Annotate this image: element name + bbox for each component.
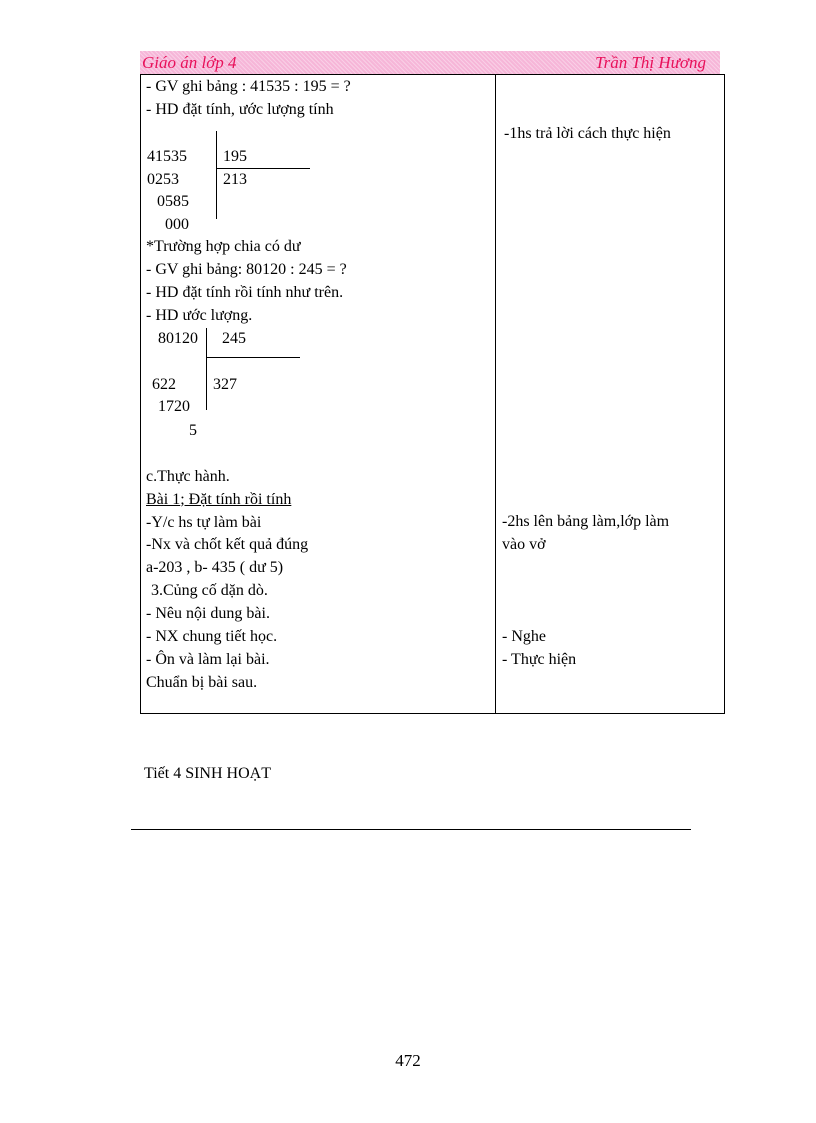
text-line: *Trường hợp chia có dư — [146, 238, 301, 255]
dividend: 41535 — [147, 148, 187, 165]
text-line: - Thực hiện — [502, 651, 577, 668]
text-line: - GV ghi bảng: 80120 : 245 = ? — [146, 261, 347, 278]
header-left: Giáo án lớp 4 — [142, 53, 237, 72]
remainder-final: 5 — [189, 422, 197, 439]
text-line: - HD đặt tính rồi tính như trên. — [146, 284, 344, 301]
quotient: 327 — [213, 376, 237, 393]
text-line: -1hs trả lời cách thực hiện — [504, 125, 671, 142]
column-divider — [495, 75, 496, 713]
divisor: 195 — [223, 148, 247, 165]
section-title: Tiết 4 SINH HOẠT — [144, 765, 271, 782]
remainder-step: 1720 — [158, 398, 190, 415]
remainder-final: 000 — [165, 216, 189, 233]
division-line — [216, 168, 310, 169]
division-line — [216, 131, 217, 219]
text-line: - Ôn và làm lại bài. — [146, 651, 270, 668]
text-line: a-203 , b- 435 ( dư 5) — [146, 559, 284, 576]
exercise-text: ; Đặt tính rồi tính — [180, 491, 292, 508]
text-line: 3.Củng cố dặn dò. — [151, 582, 268, 599]
text-line: -Nx và chốt kết quả đúng — [146, 536, 309, 553]
division-line — [206, 328, 207, 410]
text-line: - HD ước lượng. — [146, 307, 253, 324]
dividend: 80120 — [158, 330, 198, 347]
divider — [131, 829, 691, 830]
remainder-step: 0253 — [147, 171, 179, 188]
text-line: - Nêu nội dung bài. — [146, 605, 270, 622]
lesson-table — [140, 74, 725, 714]
remainder-step: 0585 — [157, 193, 189, 210]
remainder-step: 622 — [152, 376, 176, 393]
text-line: vào vở — [502, 536, 546, 553]
text-line: - Nghe — [502, 628, 546, 645]
header-right: Trần Thị Hương — [595, 53, 706, 72]
text-line: -Y/c hs tự làm bài — [146, 514, 262, 531]
quotient: 213 — [223, 171, 247, 188]
text-line: c.Thực hành. — [146, 468, 230, 485]
text-line: - HD đặt tính, ước lượng tính — [146, 101, 334, 118]
text-line: - NX chung tiết học. — [146, 628, 278, 645]
division-line — [206, 357, 300, 358]
text-line: Chuẩn bị bài sau. — [146, 674, 258, 691]
text-line: - GV ghi bảng : 41535 : 195 = ? — [146, 78, 351, 95]
divisor: 245 — [222, 330, 246, 347]
page-number: 472 — [395, 1051, 421, 1070]
page-header — [140, 51, 720, 75]
exercise-label: Bài 1 — [146, 491, 181, 508]
exercise-line — [146, 490, 291, 510]
text-line: -2hs lên bảng làm,lớp làm — [502, 513, 670, 530]
